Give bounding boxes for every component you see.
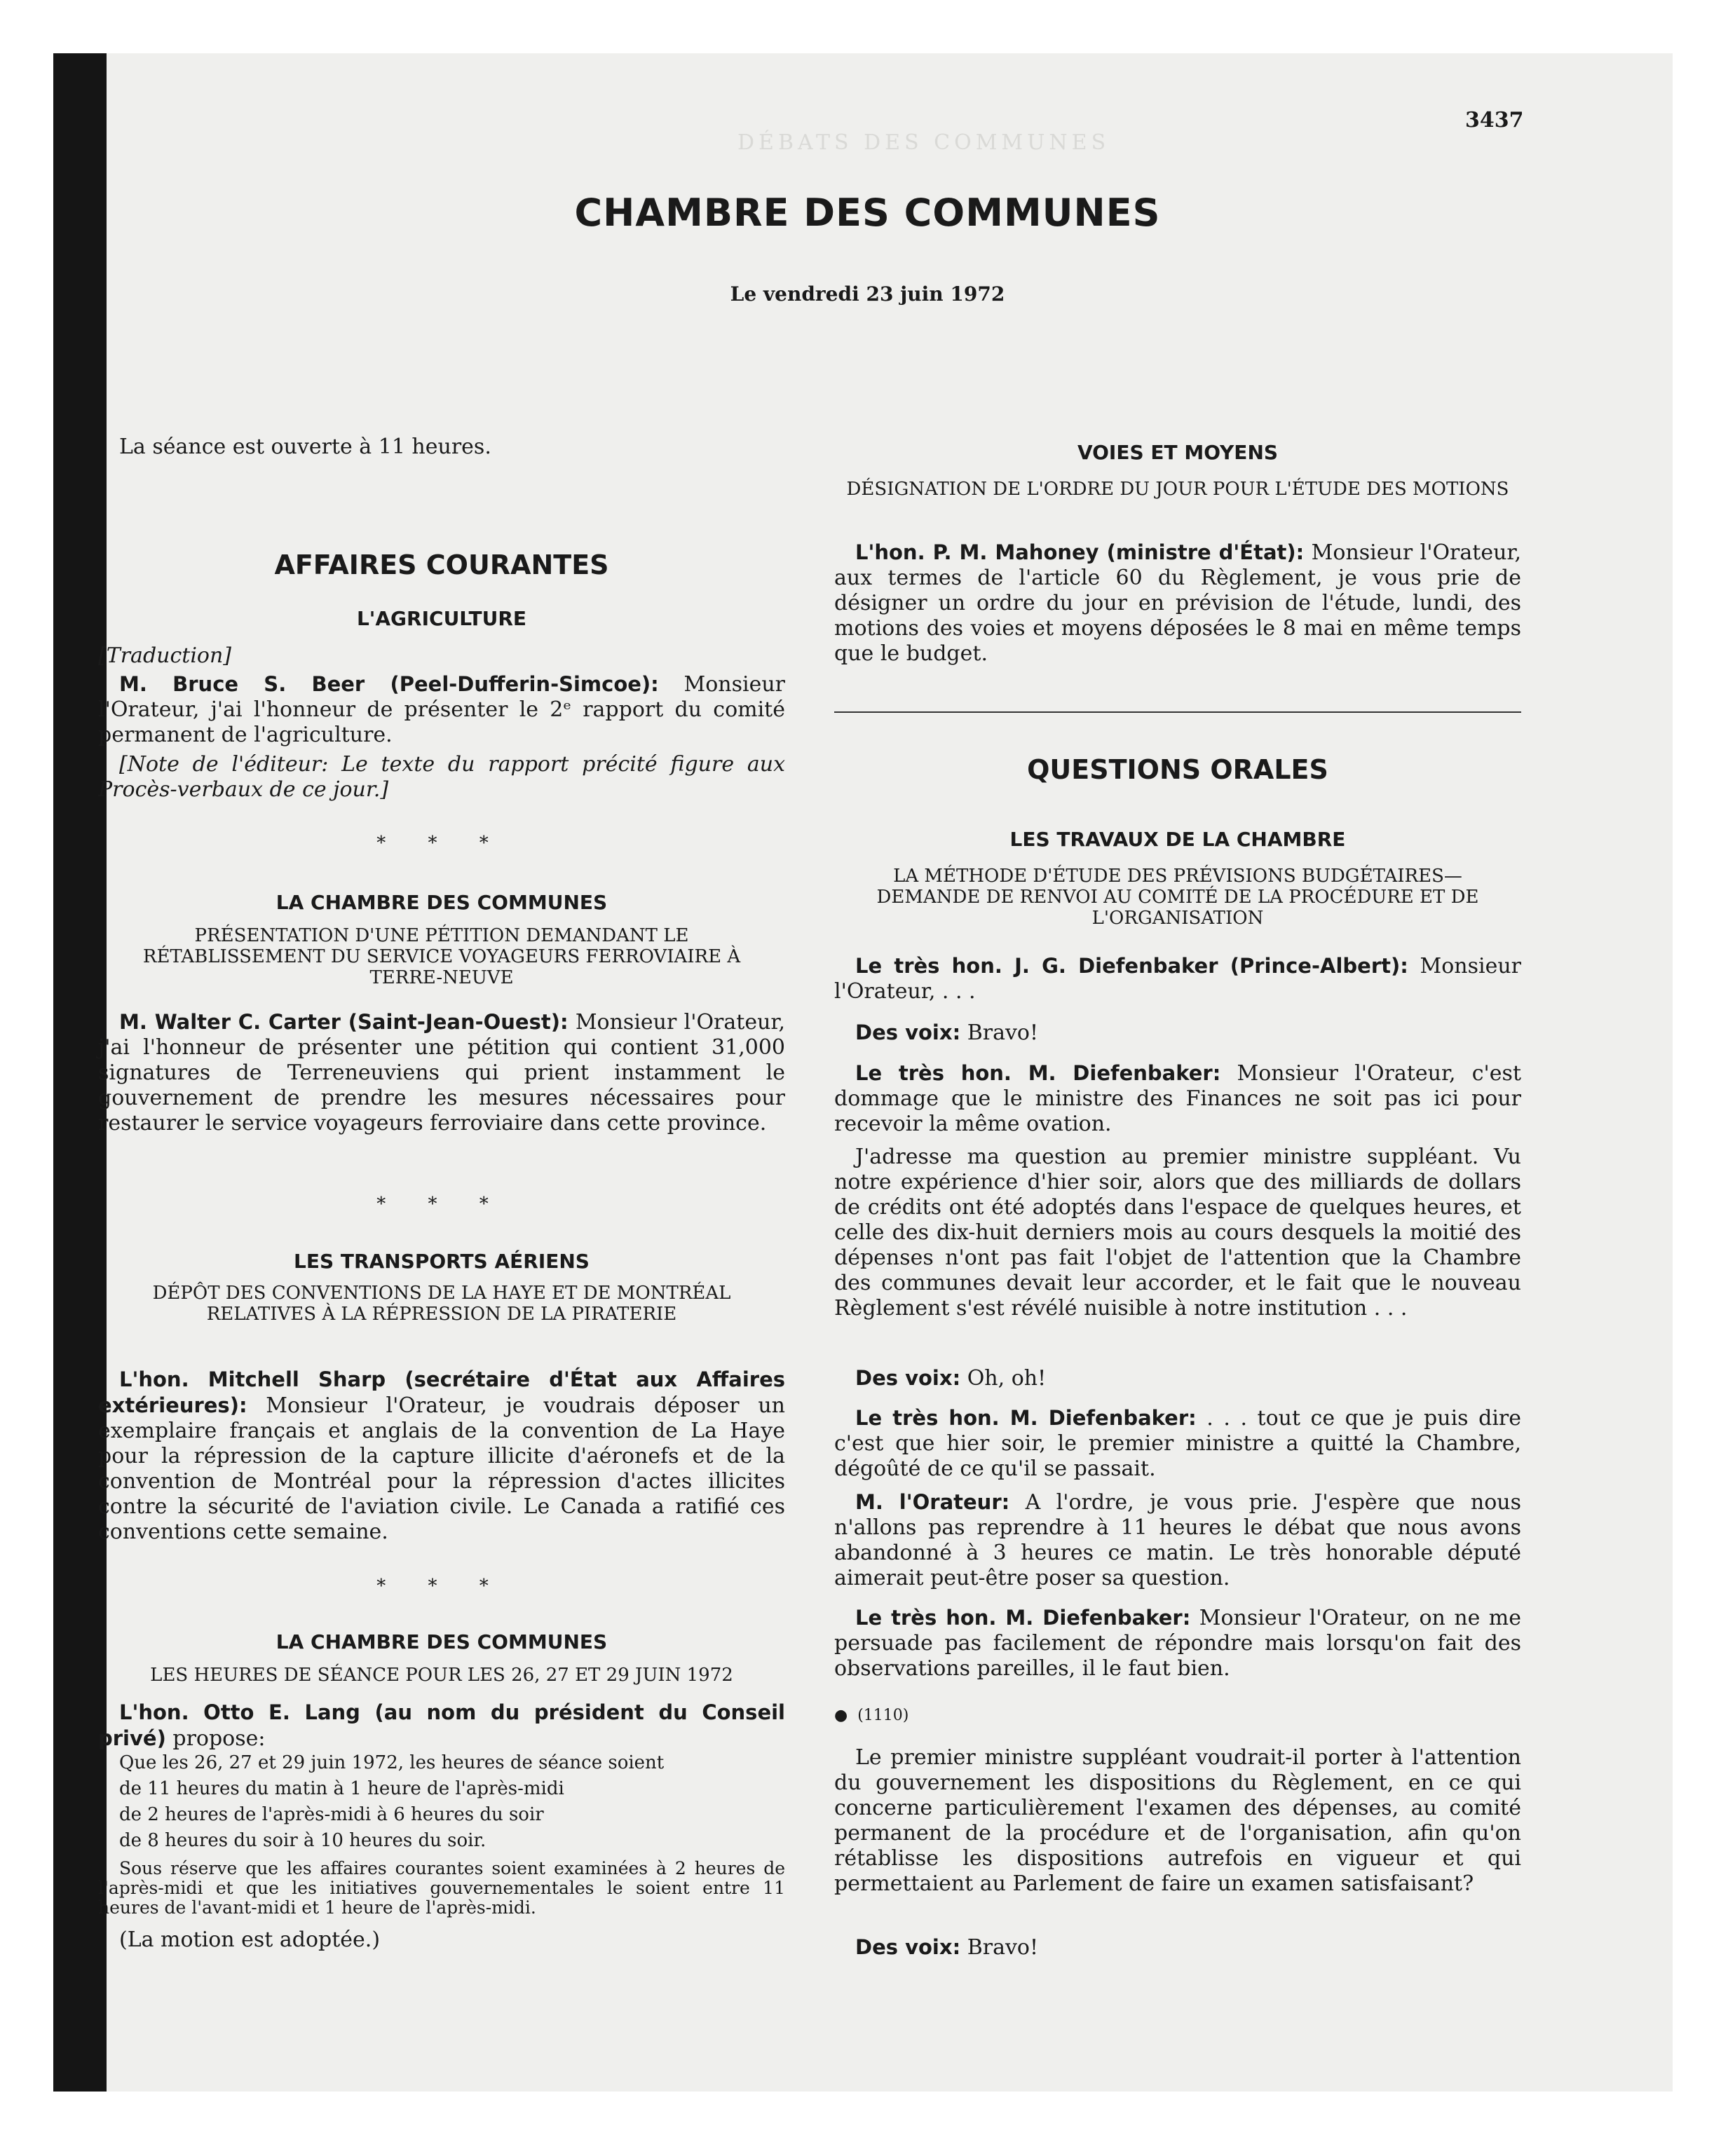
subheading-agriculture: L'AGRICULTURE	[356, 607, 527, 630]
bullet-icon: ●	[834, 1707, 848, 1724]
time-text: (1110)	[857, 1707, 909, 1724]
subheading-conventions: DÉPÔT DES CONVENTIONS DE LA HAYE ET DE MONTRÉAL RELATIVES À LA RÉPRESSION DE LA PIRATERIE	[152, 1283, 731, 1325]
speech-orateur	[834, 1489, 1521, 1591]
editor-note: [Note de l'éditeur: Le texte du rapport précité figure aux Procès-verbaux de ce jour.]	[98, 752, 785, 802]
subheading-heures: LES HEURES DE SÉANCE POUR LES 26, 27 ET 29 JUIN 1972	[150, 1665, 733, 1686]
speaker-name: M. Walter C. Carter (Saint-Jean-Ouest):	[119, 1010, 569, 1034]
speech-diefenbaker-4	[834, 1405, 1521, 1482]
section-heading-transports: LES TRANSPORTS AÉRIENS	[294, 1250, 590, 1273]
speaker-name: M. Bruce S. Beer (Peel-Dufferin-Simcoe):	[119, 672, 659, 696]
subheading-travaux: LES TRAVAUX DE LA CHAMBRE	[1009, 828, 1346, 851]
section-heading-affaires: AFFAIRES COURANTES	[274, 550, 609, 580]
speech-lang	[98, 1700, 785, 1752]
motion-adopted: (La motion est adoptée.)	[119, 1928, 381, 1952]
speaker-name: Le très hon. M. Diefenbaker:	[855, 1606, 1191, 1630]
speech-text: Monsieur l'Orateur, j'ai l'honneur de présenter une pétition qui contient 31,000 signatures de Terreneuviens qui prient instamment le gouvernement de prendre les mesures nécessaires pour restaurer le service voyageurs ferroviaire dans cette province.	[98, 1010, 785, 1135]
motion-line: de 2 heures de l'après-midi à 6 heures du soir	[119, 1804, 544, 1825]
subheading-ordre: DÉSIGNATION DE L'ORDRE DU JOUR POUR L'ÉTUDE DES MOTIONS	[846, 479, 1509, 500]
section-heading-questions: QUESTIONS ORALES	[1027, 754, 1328, 785]
section-separator: * * *	[376, 1194, 507, 1215]
speech-text: Monsieur l'Orateur, c'est dommage que le ministre des Finances ne soit pas ici pour recevoir la même ovation.	[834, 1061, 1522, 1136]
page-title: CHAMBRE DES COMMUNES	[574, 191, 1161, 235]
speech-text: Bravo!	[960, 1935, 1039, 1960]
speech-text: . . . tout ce que je puis dire c'est que hier soir, le premier ministre a quitté la Chambre, dégoûté de ce qu'il se passait.	[834, 1406, 1522, 1481]
speech-mahoney	[834, 540, 1521, 667]
motion-line: de 11 heures du matin à 1 heure de l'après-midi	[119, 1778, 564, 1799]
speech-diefenbaker-6: Le premier ministre suppléant voudrait-il porter à l'attention du gouvernement les dispositions du Règlement, en ce qui concerne particulièrement l'examen des dépenses, au comité permanent de la procédure et de l'organisation, afin qu'on rétablisse les dispositions autrefois en vigueur et qui permettaient au Parlement de faire un examen satisfaisant?	[834, 1745, 1521, 1896]
subheading-methode: LA MÉTHODE D'ÉTUDE DES PRÉVISIONS BUDGÉTAIRES— DEMANDE DE RENVOI AU COMITÉ DE LA PROCÉDURE ET DE L'ORGANISATION	[876, 866, 1479, 929]
speaker-name: Des voix:	[855, 1366, 961, 1390]
section-separator: * * *	[376, 833, 507, 854]
opening-line: La séance est ouverte à 11 heures.	[119, 435, 491, 459]
speaker-name: L'hon. Mitchell Sharp (secrétaire d'État aux Affaires extérieures):	[98, 1367, 785, 1417]
bleed-through-header: DÉBATS DES COMMUNES	[737, 130, 1110, 155]
speech-sharp	[98, 1367, 785, 1545]
interjection-bravo-2	[834, 1935, 1521, 1960]
speech-diefenbaker-1	[834, 953, 1521, 1004]
speaker-name: L'hon. Otto E. Lang (au nom du président du Conseil privé)	[98, 1700, 785, 1750]
speech-text: Monsieur l'Orateur, aux termes de l'article 60 du Règlement, je vous prie de désigner un ordre du jour en prévision de l'étude, lundi, des motions des voies et moyens déposées le 8 mai en même temps que le budget.	[834, 540, 1521, 666]
speech-diefenbaker-2	[834, 1060, 1521, 1137]
interjection-oh	[834, 1365, 1521, 1391]
speech-text: Monsieur l'Orateur, j'ai l'honneur de présenter le 2ᵉ rapport du comité permanent de l'agriculture.	[98, 672, 785, 747]
subheading-petition: PRÉSENTATION D'UNE PÉTITION DEMANDANT LE RÉTABLISSEMENT DU SERVICE VOYAGEURS FERROVIAIRE À TERRE-NEUVE	[142, 925, 741, 988]
speaker-name: Le très hon. J. G. Diefenbaker (Prince-Albert):	[855, 954, 1408, 978]
interjection-bravo	[834, 1020, 1521, 1046]
translation-marker: [Traduction]	[98, 643, 232, 668]
speech-text: Bravo!	[960, 1021, 1039, 1045]
speech-carter	[98, 1009, 785, 1136]
time-marker	[834, 1703, 1045, 1728]
speech-text: Monsieur l'Orateur, je voudrais déposer un exemplaire français et anglais de la convention de La Haye pour la répression de la capture illicite d'aéronefs et de la convention de Montréal pour la répression d'actes illicites contre la sécurité de l'aviation civile. Le Canada a ratifié ces conventions cette semaine.	[98, 1393, 785, 1544]
speaker-name: Des voix:	[855, 1935, 961, 1959]
speech-text: propose:	[165, 1726, 266, 1751]
speech-text: A l'ordre, je vous prie. J'espère que nous n'allons pas reprendre à 11 heures le débat que nous avons abandonné à 3 heures ce matin. Le très honorable député aimerait peut-être poser sa question.	[834, 1490, 1522, 1590]
section-heading-chambre: LA CHAMBRE DES COMMUNES	[275, 891, 608, 914]
section-separator: * * *	[376, 1576, 507, 1597]
section-rule	[834, 711, 1521, 713]
speaker-name: L'hon. P. M. Mahoney (ministre d'État):	[855, 540, 1305, 564]
section-heading-chambre-2: LA CHAMBRE DES COMMUNES	[275, 1630, 608, 1653]
motion-line: de 8 heures du soir à 10 heures du soir.	[119, 1830, 487, 1851]
speech-text: Monsieur l'Orateur, on ne me persuade pas facilement de répondre mais lorsqu'on fait des observations pareilles, il le faut bien.	[834, 1606, 1521, 1681]
speaker-name: Des voix:	[855, 1021, 961, 1044]
page-number: 3437	[1465, 108, 1524, 132]
speech-diefenbaker-5	[834, 1605, 1521, 1681]
speech-text: Monsieur l'Orateur, . . .	[834, 954, 1521, 1004]
speech-text: Oh, oh!	[960, 1366, 1047, 1391]
motion-condition: Sous réserve que les affaires courantes soient examinées à 2 heures de l'après-midi et que les initiatives gouvernementales le soient entre 11 heures de l'avant-midi et 1 heure de l'après-midi.	[98, 1858, 785, 1918]
motion-line: Que les 26, 27 et 29 juin 1972, les heures de séance soient	[119, 1752, 665, 1773]
speaker-name: Le très hon. M. Diefenbaker:	[855, 1406, 1197, 1430]
speaker-name: M. l'Orateur:	[855, 1490, 1010, 1514]
speaker-name: Le très hon. M. Diefenbaker:	[855, 1061, 1221, 1085]
sitting-date: Le vendredi 23 juin 1972	[730, 282, 1005, 306]
section-heading-voies: VOIES ET MOYENS	[1077, 441, 1279, 464]
speech-diefenbaker-3: J'adresse ma question au premier ministre suppléant. Vu notre expérience d'hier soir, alors que des milliards de dollars de crédits ont été adoptés dans l'espace de quelques heures, et celle des dix-huit derniers mois au cours desquels la moitié des dépenses n'ont pas fait l'objet de l'attention que la Chambre des communes devait leur accorder, et le fait que le nouveau Règlement s'est révélé nuisible à notre institution . . .	[834, 1145, 1521, 1321]
speech-beer	[98, 671, 785, 748]
